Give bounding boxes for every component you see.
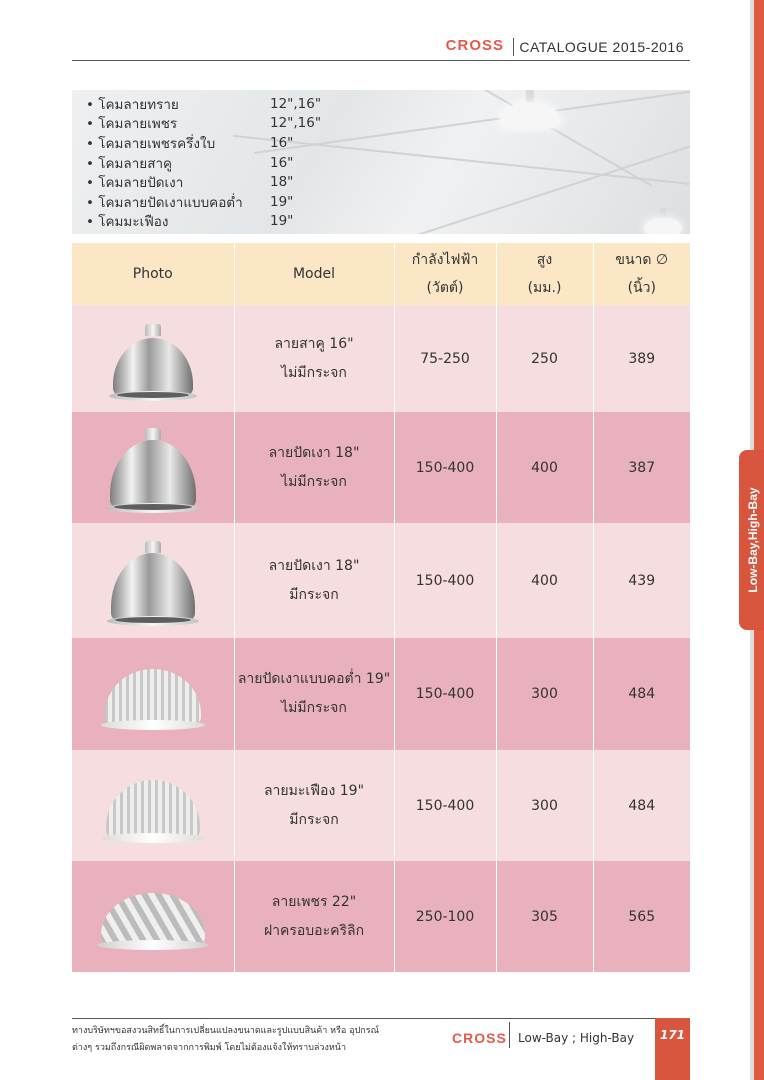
footer-brand-divider <box>509 1022 510 1048</box>
lamp-types-list <box>86 94 350 231</box>
lamp-photo <box>72 305 234 412</box>
power-cell: 150-400 <box>394 412 496 523</box>
lamp-types-banner <box>72 90 690 234</box>
lamp-photo <box>72 750 234 861</box>
spec-table <box>72 243 690 972</box>
lamp-photo <box>72 861 234 972</box>
banner-lamp <box>500 102 560 128</box>
list-item: • โคมลายเพชร 12",16" <box>86 115 322 133</box>
header-photo: Photo <box>72 243 234 305</box>
power-cell: 250-100 <box>394 861 496 972</box>
header-height: สูง (มม.) <box>496 243 593 305</box>
list-item: • โคมลายปัดเงา 18" <box>86 174 294 192</box>
list-item: • โคมลายทราย 12",16" <box>86 95 322 113</box>
page-header <box>72 36 690 61</box>
model-cell: ลายเพชร 22" ฝาครอบอะคริลิก <box>234 861 394 972</box>
section-side-tab[interactable] <box>739 450 764 630</box>
size-cell: 387 <box>593 412 690 523</box>
footer-brand-logo: CROSS <box>452 1030 507 1046</box>
power-cell: 150-400 <box>394 638 496 750</box>
lamp-photo <box>72 523 234 638</box>
model-cell: ลายปัดเงา 18" มีกระจก <box>234 523 394 638</box>
list-item: • โคมมะเฟือง 19" <box>86 213 294 231</box>
size-cell: 389 <box>593 305 690 412</box>
table-row <box>72 305 690 412</box>
model-cell: ลายปัดเงาแบบคอต่ำ 19" ไม่มีกระจก <box>234 638 394 750</box>
footer-divider <box>72 1018 690 1019</box>
footer-disclaimer: ทางบริษัทฯขอสงวนสิทธิ์ในการเปลี่ยนแปลงขนาดและรูปแบบสินค้า หรือ อุปกรณ์ ต่างๆ รวมถึงกรณีผิดพลาดจากการพิมพ์ โดยไม่ต้องแจ้งให้ทราบล่วงหน้า <box>72 1026 379 1053</box>
catalogue-title: CATALOGUE 2015-2016 <box>519 39 684 55</box>
page-number: 171 <box>659 1028 686 1042</box>
size-cell: 484 <box>593 638 690 750</box>
header-divider <box>513 38 514 56</box>
size-cell: 439 <box>593 523 690 638</box>
list-item: • โคมลายสาคู 16" <box>86 154 294 172</box>
power-cell: 75-250 <box>394 305 496 412</box>
height-cell: 400 <box>496 523 593 638</box>
side-tab-label: Low-Bay,High-Bay <box>746 487 760 593</box>
table-row <box>72 861 690 972</box>
height-cell: 250 <box>496 305 593 412</box>
table-row <box>72 523 690 638</box>
table-row <box>72 412 690 523</box>
power-cell: 150-400 <box>394 750 496 861</box>
height-cell: 300 <box>496 750 593 861</box>
power-cell: 150-400 <box>394 523 496 638</box>
height-cell: 400 <box>496 412 593 523</box>
page-number-box <box>655 1018 690 1080</box>
table-header-row <box>72 243 690 305</box>
size-cell: 565 <box>593 861 690 972</box>
brand-logo: CROSS <box>445 37 504 54</box>
header-size: ขนาด ∅ (นิ้ว) <box>593 243 690 305</box>
banner-lamp <box>644 218 682 234</box>
size-cell: 484 <box>593 750 690 861</box>
header-power: กำลังไฟฟ้า (วัตต์) <box>394 243 496 305</box>
list-item: • โคมลายเพชรครึ่งใบ 16" <box>86 134 294 152</box>
footer-section-name: Low-Bay ; High-Bay <box>518 1031 635 1045</box>
lamp-photo <box>72 412 234 523</box>
height-cell: 305 <box>496 861 593 972</box>
height-cell: 300 <box>496 638 593 750</box>
header-model: Model <box>234 243 394 305</box>
model-cell: ลายมะเฟือง 19" มีกระจก <box>234 750 394 861</box>
model-cell: ลายสาคู 16" ไม่มีกระจก <box>234 305 394 412</box>
table-row <box>72 750 690 861</box>
model-cell: ลายปัดเงา 18" ไม่มีกระจก <box>234 412 394 523</box>
list-item: • โคมลายปัดเงาแบบคอต่ำ 19" <box>86 193 294 211</box>
table-row <box>72 638 690 750</box>
lamp-photo <box>72 638 234 750</box>
